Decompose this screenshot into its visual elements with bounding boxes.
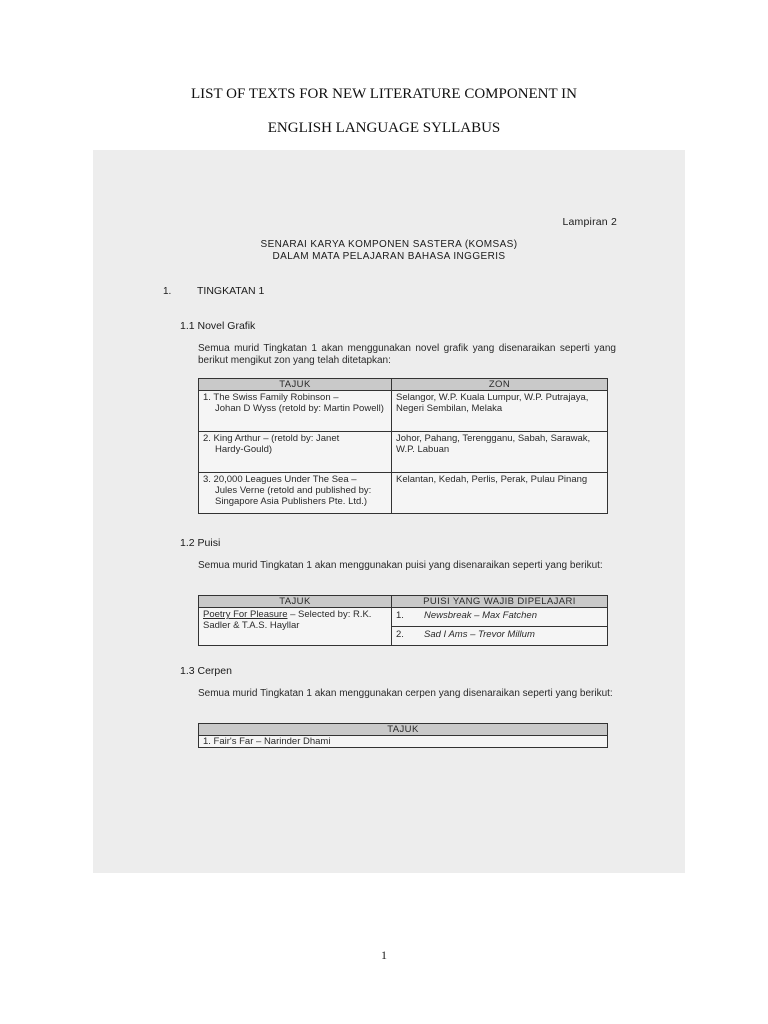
puisi-heading: 1.2 Puisi: [180, 537, 221, 549]
poem-cell: [392, 608, 608, 627]
novel-title: 1. The Swiss Family Robinson –: [203, 392, 339, 403]
novel-title-cell: [199, 432, 392, 473]
zone-cell: Johor, Pahang, Terengganu, Sabah, Sarawak, W.P. Labuan: [392, 432, 608, 473]
column-header-tajuk: TAJUK: [199, 724, 608, 736]
table-row: [199, 736, 608, 748]
zone-cell: Kelantan, Kedah, Perlis, Perak, Pulau Pinang: [392, 473, 608, 514]
novel-author: Hardy-Gould): [215, 444, 273, 455]
poem-number: 1.: [396, 610, 404, 621]
zone-cell: Selangor, W.P. Kuala Lumpur, W.P. Putrajaya, Negeri Sembilan, Melaka: [392, 391, 608, 432]
lampiran-label: Lampiran 2: [562, 216, 617, 228]
document-title-line-1: LIST OF TEXTS FOR NEW LITERATURE COMPONENT IN: [191, 86, 577, 102]
document-title-line-2: ENGLISH LANGUAGE SYLLABUS: [267, 120, 501, 136]
scanned-attachment: [93, 150, 685, 873]
novel-title: 3. 20,000 Leagues Under The Sea –: [203, 474, 357, 485]
page-number: 1: [381, 948, 387, 962]
poem-cell: [392, 627, 608, 646]
novel-paragraph: Semua murid Tingkatan 1 akan menggunakan novel grafik yang disenaraikan seperti yang berikut mengikut zon yang telah ditetapkan:: [198, 343, 616, 366]
column-header-zon: ZON: [392, 379, 608, 391]
column-header-tajuk: TAJUK: [199, 379, 392, 391]
table-row: [199, 391, 608, 432]
column-header-puisi: PUISI YANG WAJIB DIPELAJARI: [392, 596, 608, 608]
table-header-row: [199, 724, 608, 736]
short-story-cell: 1. Fair's Far – Narinder Dhami: [199, 736, 608, 748]
novel-author: Jules Verne (retold and published by: Singapore Asia Publishers Pte. Ltd.): [215, 485, 372, 507]
poem-title: Sad I Ams – Trevor Millum: [424, 629, 535, 640]
section-number: 1.: [163, 286, 172, 297]
column-header-tajuk: TAJUK: [199, 596, 392, 608]
section-title: TINGKATAN 1: [197, 285, 265, 297]
cerpen-table: [198, 723, 608, 748]
anthology-cell: [199, 608, 392, 646]
novel-title-cell: [199, 391, 392, 432]
table-header-row: [199, 379, 608, 391]
cerpen-paragraph: Semua murid Tingkatan 1 akan menggunakan cerpen yang disenaraikan seperti yang berikut:: [198, 688, 613, 699]
table-header-row: [199, 596, 608, 608]
puisi-paragraph: Semua murid Tingkatan 1 akan menggunakan puisi yang disenaraikan seperti yang berikut:: [198, 560, 603, 571]
novel-title: 2. King Arthur – (retold by: Janet: [203, 433, 340, 444]
attachment-heading-line-1: SENARAI KARYA KOMPONEN SASTERA (KOMSAS): [260, 239, 518, 250]
novel-heading: 1.1 Novel Grafik: [180, 320, 256, 332]
puisi-table: [198, 595, 608, 646]
novel-title-cell: [199, 473, 392, 514]
table-row: [199, 608, 608, 627]
attachment-heading-line-2: DALAM MATA PELAJARAN BAHASA INGGERIS: [272, 251, 506, 262]
table-row: [199, 432, 608, 473]
novel-table: [198, 378, 608, 514]
anthology-title: Poetry For Pleasure: [203, 609, 288, 620]
poem-number: 2.: [396, 629, 404, 640]
table-row: [199, 473, 608, 514]
cerpen-heading: 1.3 Cerpen: [180, 665, 232, 677]
anthology-editors: – Selected by: R.K. Sadler & T.A.S. Hayllar: [203, 609, 372, 631]
novel-author: Johan D Wyss (retold by: Martin Powell): [215, 403, 384, 414]
poem-title: Newsbreak – Max Fatchen: [424, 610, 537, 621]
